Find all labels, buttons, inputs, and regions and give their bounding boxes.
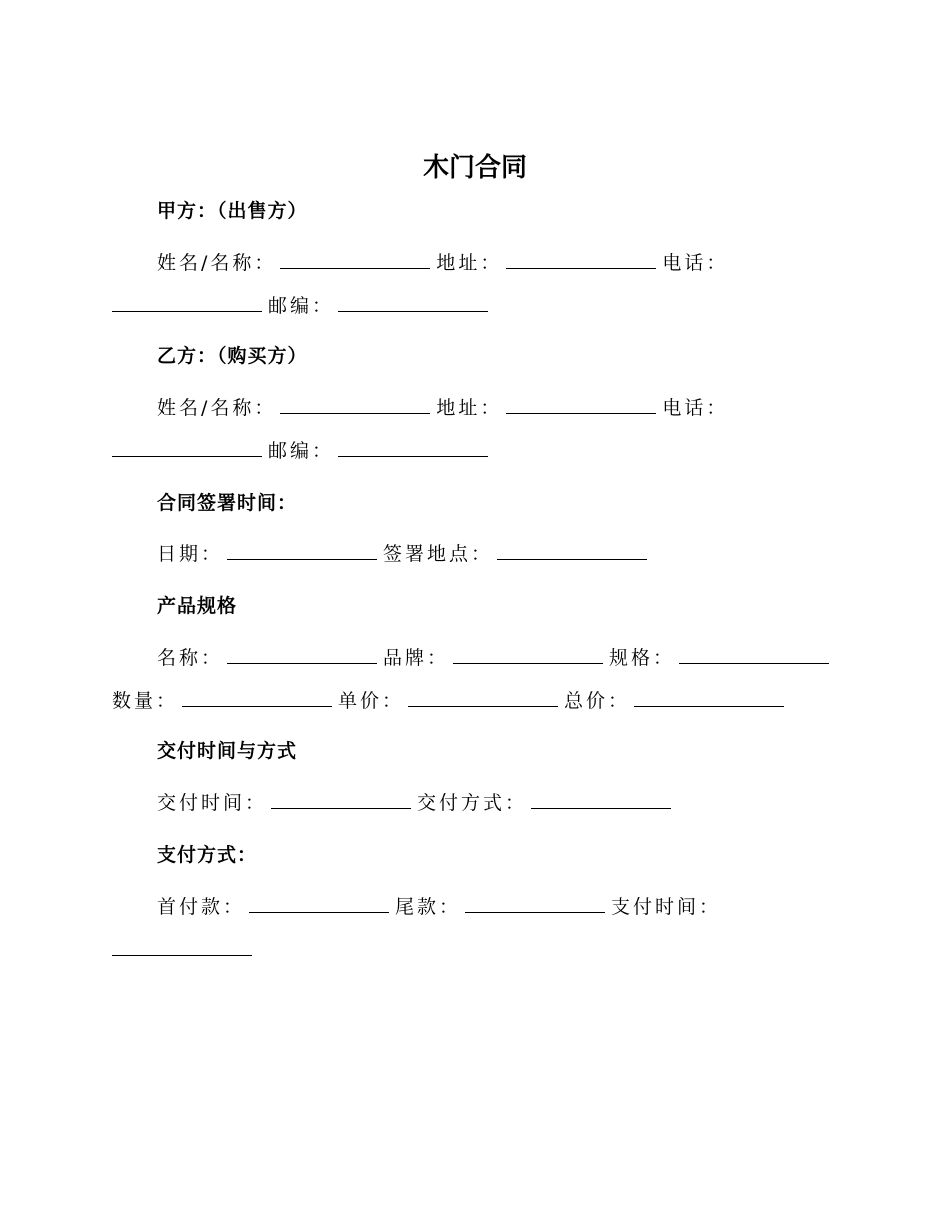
product-name-field[interactable]	[227, 643, 377, 664]
payment-heading: 支付方式：	[157, 844, 258, 866]
product-spec-label: 规格：	[609, 647, 676, 669]
party-b-line-1	[157, 393, 728, 422]
signing-place-field[interactable]	[497, 539, 647, 560]
payment-down-label: 首付款：	[157, 896, 246, 918]
product-line-1	[157, 643, 835, 672]
payment-balance-field[interactable]	[465, 892, 605, 913]
party-a-address-field[interactable]	[506, 248, 656, 269]
party-a-name-field[interactable]	[280, 248, 430, 269]
delivery-time-label: 交付时间：	[157, 792, 268, 814]
party-a-phone-field[interactable]	[112, 291, 262, 312]
product-total-label: 总价：	[564, 690, 631, 712]
delivery-time-field[interactable]	[271, 788, 411, 809]
product-quantity-field[interactable]	[182, 686, 332, 707]
signing-line	[157, 539, 653, 568]
party-b-phone-label: 电话：	[662, 397, 729, 419]
party-b-postcode-field[interactable]	[338, 436, 488, 457]
party-b-address-label: 地址：	[436, 397, 503, 419]
party-a-name-label: 姓名/名称：	[157, 252, 277, 274]
party-b-postcode-label: 邮编：	[268, 440, 335, 462]
product-name-label: 名称：	[157, 647, 224, 669]
signing-date-label: 日期：	[157, 543, 224, 565]
delivery-method-field[interactable]	[531, 788, 671, 809]
party-b-name-field[interactable]	[280, 393, 430, 414]
party-b-line-2	[112, 436, 494, 465]
delivery-method-label: 交付方式：	[417, 792, 528, 814]
party-b-heading: 乙方：（购买方）	[157, 345, 308, 367]
party-a-heading: 甲方：（出售方）	[157, 200, 308, 222]
signing-heading: 合同签署时间：	[157, 492, 298, 514]
payment-line-2	[112, 935, 258, 964]
party-a-phone-label: 电话：	[662, 252, 729, 274]
payment-time-field[interactable]	[112, 935, 252, 956]
party-a-address-label: 地址：	[436, 252, 503, 274]
product-brand-label: 品牌：	[383, 647, 450, 669]
product-heading: 产品规格	[157, 595, 238, 617]
delivery-line	[157, 788, 677, 817]
payment-balance-label: 尾款：	[395, 896, 462, 918]
party-b-address-field[interactable]	[506, 393, 656, 414]
product-unit-price-field[interactable]	[408, 686, 558, 707]
signing-place-label: 签署地点：	[383, 543, 494, 565]
party-b-phone-field[interactable]	[112, 436, 262, 457]
party-a-postcode-field[interactable]	[338, 291, 488, 312]
party-b-name-label: 姓名/名称：	[157, 397, 277, 419]
product-quantity-label: 数量：	[112, 690, 179, 712]
party-a-line-1	[157, 248, 728, 277]
product-spec-field[interactable]	[679, 643, 829, 664]
document-title: 木门合同	[422, 153, 527, 183]
signing-date-field[interactable]	[227, 539, 377, 560]
payment-line-1	[157, 892, 721, 921]
product-total-field[interactable]	[634, 686, 784, 707]
delivery-heading: 交付时间与方式	[157, 740, 298, 762]
product-unit-price-label: 单价：	[338, 690, 405, 712]
payment-down-field[interactable]	[249, 892, 389, 913]
party-a-postcode-label: 邮编：	[268, 295, 335, 317]
party-a-line-2	[112, 291, 494, 320]
payment-time-label: 支付时间：	[611, 896, 722, 918]
product-brand-field[interactable]	[453, 643, 603, 664]
product-line-2	[112, 686, 790, 715]
